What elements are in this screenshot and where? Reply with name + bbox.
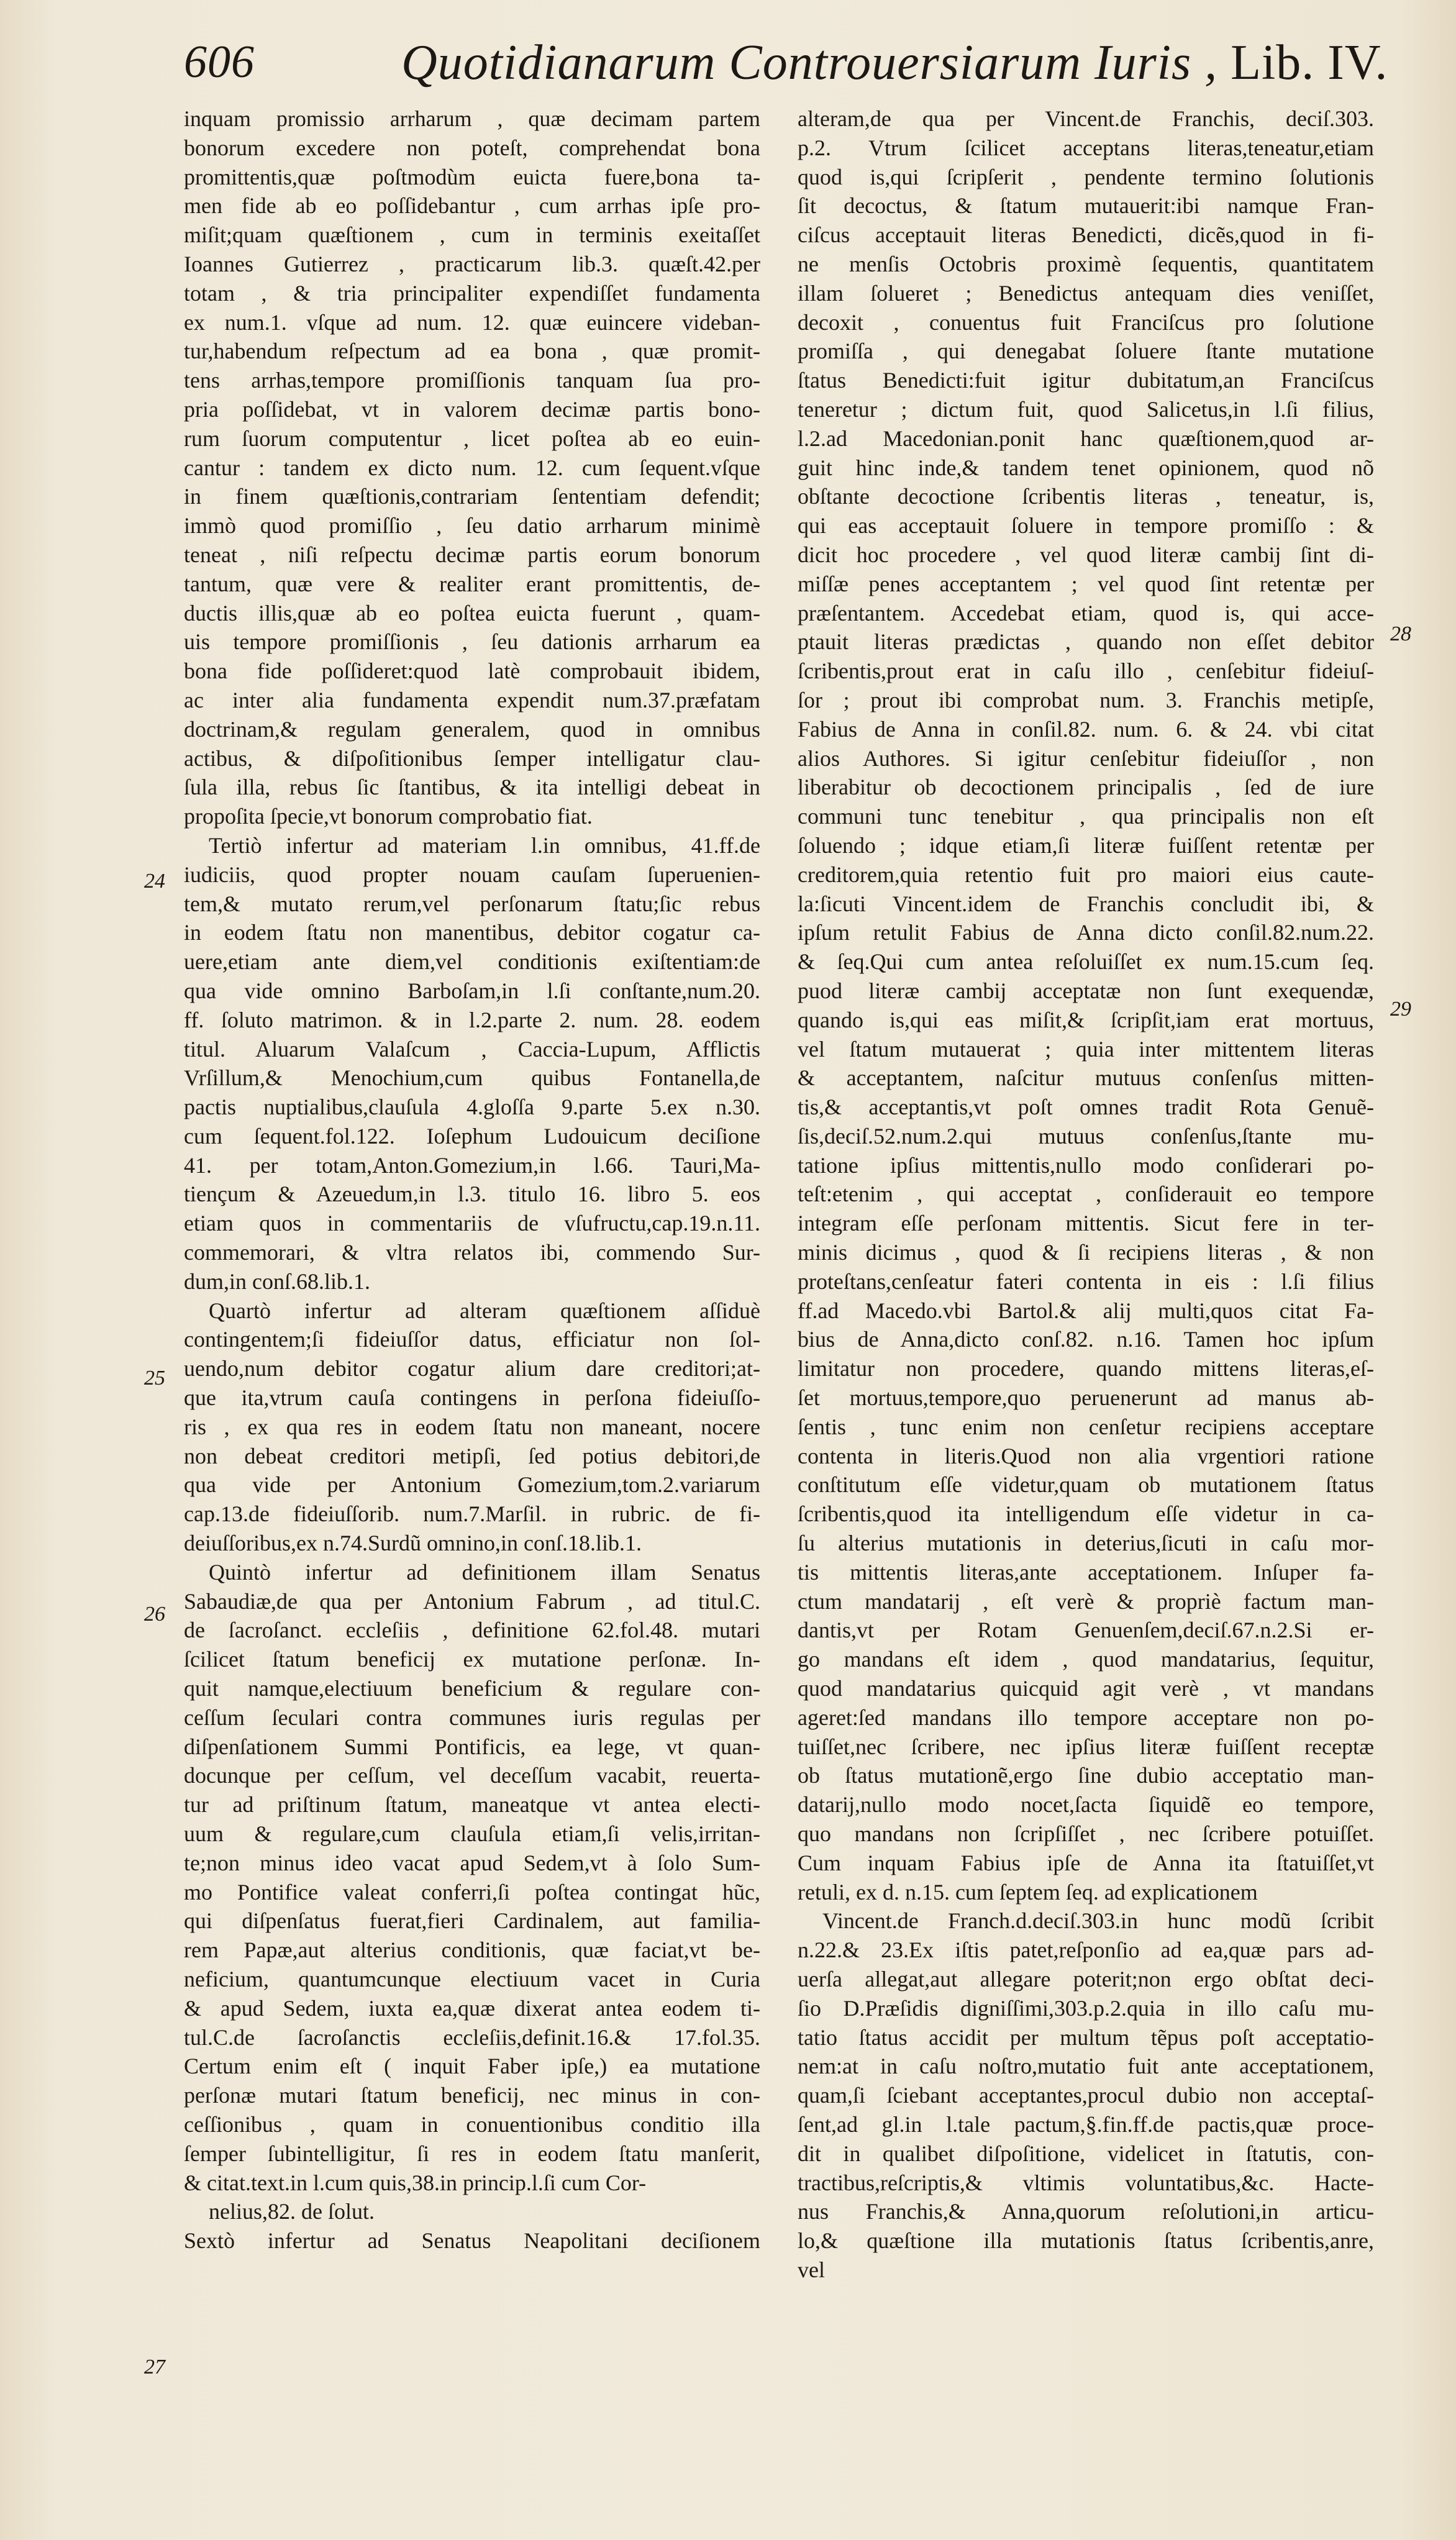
- text-line: ris , ex qua res in eodem ſtatu non maneant, nocere: [184, 1414, 760, 1439]
- text-line: perſonæ mutari ſtatum beneficij, nec minus in con-: [184, 2083, 760, 2108]
- text-line: ſio D.Præſidis digniſſimi,303.p.2.quia in illo caſu mu-: [798, 1995, 1374, 2021]
- text-line: actibus, & diſpoſitionibus ſemper intelligatur clau-: [184, 745, 760, 771]
- text-line: cap.13.de fideiuſſorib. num.7.Marſil. in rubric. de fi-: [184, 1501, 760, 1527]
- text-line: ceſſum ſeculari contra communes iuris regulas per: [184, 1705, 760, 1730]
- text-line: promittentis,quæ poſtmodùm euicta fuere,bona ta-: [184, 164, 760, 189]
- marginal-number-24: 24: [144, 870, 165, 893]
- text-line: iudiciis, quod propter nouam cauſam ſuperuenien-: [184, 862, 760, 887]
- text-line: integram eſſe perſonam mittentis. Sicut fere in ter-: [798, 1211, 1374, 1236]
- text-line: Fabius de Anna in conſil.82. num. 6. & 24. vbi citat: [798, 716, 1374, 742]
- text-line: nus Franchis,& Anna,quorum reſolutioni,in articu-: [798, 2199, 1374, 2224]
- text-line: vel: [798, 2257, 825, 2282]
- text-line: tatione ipſius mittentis,nullo modo conſiderari po-: [798, 1152, 1374, 1178]
- text-line: tur,habendum reſpectum ad ea bona , quæ promit-: [184, 339, 760, 364]
- text-line: ciſcus acceptauit literas Benedicti, dicẽs,quod in fi-: [798, 222, 1374, 248]
- text-line: retuli, ex d. n.15. cum ſeptem ſeq. ad explicationem: [798, 1879, 1258, 1905]
- text-line: te;non minus ideo vacat apud Sedem,vt à ſolo Sum-: [184, 1850, 760, 1875]
- text-line: non debeat creditori metipſi, ſed potius debitori,de: [184, 1443, 760, 1468]
- text-line: tur ad priſtinum ſtatum, maneatque vt antea electi-: [184, 1792, 760, 1818]
- text-line: dicit hoc procedere , vel quod literæ cambij ſint di-: [798, 542, 1374, 567]
- text-line: go mandans eſt idem , quod mandatarius, ſequitur,: [798, 1647, 1374, 1672]
- text-line: tatio ſtatus accidit per multum tẽpus poſt acceptatio-: [798, 2024, 1374, 2050]
- text-line: qui eas acceptauit ſoluere in tempore promiſſo : &: [798, 513, 1374, 539]
- text-line: quando is,qui eas miſit,& ſcripſit,iam erat mortuus,: [798, 1007, 1374, 1032]
- text-line: pactis nuptialibus,clauſula 4.gloſſa 9.parte 5.ex n.30.: [184, 1095, 760, 1120]
- text-line: tis mittentis literas,ante acceptationem. Inſuper fa-: [798, 1559, 1374, 1585]
- text-line: in eodem ſtatu non manentibus, debitor cogatur ca-: [184, 920, 760, 945]
- text-line: creditorem,quia retentio fuit pro maiori eius caute-: [798, 862, 1374, 887]
- text-line: l.2.ad Macedonian.ponit hanc quæſtionem,quod ar-: [798, 426, 1374, 451]
- text-line: contenta in literis.Quod non alia vrgentiori ratione: [798, 1443, 1374, 1468]
- text-line: ipſum retulit Fabius de Anna dicto conſil.82.num.22.: [798, 920, 1374, 945]
- text-line: alios Authores. Si igitur cenſebitur fideiuſſor , non: [798, 745, 1374, 771]
- text-line: ac inter alia fundamenta expendit num.37.præfatam: [184, 687, 760, 712]
- text-line: contingentem;ſi fideiuſſor datus, efficiatur non ſol-: [184, 1327, 760, 1352]
- text-line: Quartò infertur ad alteram quæſtionem aſſiduè: [209, 1298, 760, 1323]
- text-line: de ſacroſanct. eccleſiis , definitione 62.fol.48. mutari: [184, 1618, 760, 1643]
- text-line: p.2. Vtrum ſcilicet acceptans literas,teneatur,etiam: [798, 135, 1374, 160]
- text-line: n.22.& 23.Ex iſtis patet,reſponſio ad ea,quæ pars ad-: [798, 1937, 1374, 1963]
- book-number: Lib. IV.: [1231, 35, 1388, 90]
- text-line: dum,in conſ.68.lib.1.: [184, 1268, 370, 1294]
- text-line: tul.C.de ſacroſanctis eccleſiis,definit.16.& 17.fol.35.: [184, 2024, 760, 2050]
- text-line: cum ſequent.fol.122. Ioſephum Ludouicum deciſione: [184, 1123, 760, 1149]
- text-line: deiuſſoribus,ex n.74.Surdũ omnino,in conſ.18.lib.1.: [184, 1531, 642, 1556]
- text-line: ob ſtatus mutationẽ,ergo ſine dubio acceptatio man-: [798, 1763, 1374, 1788]
- text-line: decoxit , conuentus fuit Franciſcus pro ſolutione: [798, 309, 1374, 335]
- text-line: ff.ad Macedo.vbi Bartol.& alij multi,quos citat Fa-: [798, 1298, 1374, 1323]
- text-line: guit hinc inde,& tandem tenet opinionem, quod nõ: [798, 455, 1374, 480]
- page-header: [184, 30, 1388, 98]
- text-line: mo Pontifice valeat conferri,ſi poſtea contingat hũc,: [184, 1879, 760, 1905]
- text-line: miſit;quam quæſtionem , cum in terminis exeitaſſet: [184, 222, 760, 248]
- text-line: ſoluendo ; idque etiam,ſi literæ fuiſſent retentæ per: [798, 832, 1374, 858]
- text-line: uendo,num debitor cogatur alium dare creditori;at-: [184, 1356, 760, 1382]
- text-line: minis dicimus , quod & ſi recipiens literas , & non: [798, 1240, 1374, 1265]
- text-line: doctrinam,& regulam generalem, quod in omnibus: [184, 716, 760, 742]
- text-line: præſentantem. Accedebat etiam, quod is, qui acce-: [798, 600, 1374, 626]
- text-line: tiençum & Azeuedum,in l.3. titulo 16. libro 5. eos: [184, 1181, 760, 1207]
- text-line: totam , & tria principaliter expendiſſet fundamenta: [184, 280, 760, 306]
- marginal-number-28: 28: [1390, 622, 1411, 645]
- text-line: Tertiò infertur ad materiam l.in omnibus, 41.ff.de: [209, 832, 760, 858]
- text-line: ſent,ad gl.in l.tale pactum,§.fin.ff.de pactis,quæ proce-: [798, 2111, 1374, 2137]
- text-line: teſt:etenim , qui acceptat , conſiderauit eo tempore: [798, 1181, 1374, 1207]
- text-line: Sabaudiæ,de qua per Antonium Fabrum , ad titul.C.: [184, 1588, 760, 1614]
- text-line: ex num.1. vſque ad num. 12. quæ euincere videban-: [184, 309, 760, 335]
- text-line: etiam quos in commentariis de vſufructu,cap.19.n.11.: [184, 1211, 760, 1236]
- text-line: pria poſſidebat, vt in valorem decimæ partis bono-: [184, 396, 760, 422]
- text-line: docunque per ceſſum, vel deceſſum vacabit, reuerta-: [184, 1763, 760, 1788]
- running-title: [401, 35, 1388, 91]
- text-line: 41. per totam,Anton.Gomezium,in l.66. Tauri,Ma-: [184, 1152, 760, 1178]
- right-text-column: [798, 104, 1374, 2285]
- text-line: & acceptantem, naſcitur mutuus conſenſus mitten-: [798, 1065, 1374, 1091]
- text-line: & apud Sedem, iuxta ea,quæ dixerat antea eodem ti-: [184, 1995, 760, 2021]
- marginal-number-25: 25: [144, 1367, 165, 1390]
- text-line: rem Papæ,aut alterius conditionis, quæ faciat,vt be-: [184, 1937, 760, 1963]
- text-line: tantum, quæ vere & realiter erant promittentis, de-: [184, 571, 760, 596]
- text-line: ff. ſoluto matrimon. & in l.2.parte 2. num. 28. eodem: [184, 1007, 760, 1032]
- text-line: teneat , niſi reſpectu decimæ partis eorum bonorum: [184, 542, 760, 567]
- text-line: Certum enim eſt ( inquit Faber ipſe,) ea mutatione: [184, 2054, 760, 2079]
- text-line: illam ſolueret ; Benedictus antequam dies veniſſet,: [798, 280, 1374, 306]
- text-line: titul. Aluarum Valaſcum , Caccia-Lupum, Afflictis: [184, 1036, 760, 1062]
- text-line: rum ſuorum computentur , licet poſtea ab eo euin-: [184, 426, 760, 451]
- text-line: alteram,de qua per Vincent.de Franchis, deciſ.303.: [798, 106, 1374, 131]
- text-line: nelius,82. de ſolut.: [209, 2199, 375, 2224]
- text-line: tuiſſet,nec ſcribere, nec ipſius literæ fuiſſent receptæ: [798, 1734, 1374, 1759]
- text-line: ſtatus Benedicti:fuit igitur dubitatum,an Franciſcus: [798, 368, 1374, 393]
- text-line: Vincent.de Franch.d.deciſ.303.in hunc modũ ſcribit: [822, 1908, 1374, 1934]
- marginal-number-27: 27: [144, 2356, 165, 2378]
- text-line: miſſæ penes acceptantem ; vel quod ſint retentæ per: [798, 571, 1374, 596]
- text-line: lo,& quæſtione illa mutationis ſtatus ſcribentis,anre,: [798, 2228, 1374, 2254]
- text-line: ptauit literas prædictas , quando non eſſet debitor: [798, 629, 1374, 655]
- text-line: immò quod promiſſio , ſeu datio arrharum minimè: [184, 513, 760, 539]
- text-line: liberabitur ob decoctionem principalis , ſed de iure: [798, 775, 1374, 800]
- text-line: ſcribentis,prout erat in caſu illo , cenſebitur fideiuſ-: [798, 658, 1374, 684]
- text-line: Ioannes Gutierrez , practicarum lib.3. quæſt.42.per: [184, 251, 760, 276]
- text-line: ſcribentis,quod ita intelligendum eſſe videtur in ca-: [798, 1501, 1374, 1527]
- text-line: uum & regulare,cum clauſula etiam,ſi velis,irritan-: [184, 1821, 760, 1847]
- text-line: limitatur non procedere, quando mittens literas,eſ-: [798, 1356, 1374, 1382]
- running-title-text: Quotidianarum Controuersiarum Iuris ,: [401, 35, 1218, 90]
- marginal-number-26: 26: [144, 1603, 165, 1626]
- text-line: ſula illa, rebus ſic ſtantibus, & ita intelligi debeat in: [184, 775, 760, 800]
- text-line: uerſa allegat,aut allegare poterit;non ergo obſtat deci-: [798, 1967, 1374, 1991]
- text-line: ageret:ſed mandans illo tempore acceptare non po-: [798, 1705, 1374, 1730]
- text-line: & ſeq.Qui cum antea reſoluiſſet ex num.15.cum ſeq.: [798, 949, 1374, 975]
- text-line: inquam promissio arrharum , quæ decimam partem: [184, 106, 760, 131]
- text-line: Quintò infertur ad definitionem illam Senatus: [209, 1559, 760, 1585]
- text-line: ſit decoctus, & ſtatum mutauerit:ibi namque Fran-: [798, 193, 1374, 219]
- text-line: quod is,qui ſcripſerit , pendente termino ſolutionis: [798, 164, 1374, 189]
- text-line: uere,etiam ante diem,vel conditionis exiſtentiam:de: [184, 949, 760, 975]
- text-line: men fide ab eo poſſidebantur , cum arrhas ipſe pro-: [184, 193, 760, 219]
- text-line: quod mandatarius quicquid agit verè , vt mandans: [798, 1676, 1374, 1701]
- text-line: tractibus,reſcriptis,& vltimis voluntatibus,&c. Hacte-: [798, 2170, 1374, 2195]
- text-line: promiſſa , qui denegabat ſoluere ſtante mutatione: [798, 339, 1374, 364]
- text-line: ſor ; prout ibi comprobat num. 3. Franchis metipſe,: [798, 687, 1374, 712]
- text-line: puod literæ cambij acceptatæ non ſunt exequendæ,: [798, 978, 1374, 1003]
- text-line: Cum inquam Fabius ipſe de Anna ita ſtatuiſſet,vt: [798, 1850, 1374, 1875]
- text-line: tis,& acceptantis,vt poſt omnes tradit Rota Genuẽ-: [798, 1095, 1374, 1120]
- text-line: ceſſionibus , quam in conuentionibus conditio illa: [184, 2111, 760, 2137]
- text-line: uis tempore promiſſionis , ſeu dationis arrharum ea: [184, 629, 760, 655]
- text-line: ſentis , tunc enim non cenſetur recipiens acceptare: [798, 1414, 1374, 1439]
- text-line: nem:at in caſu noſtro,mutatio fuit ante acceptationem,: [798, 2054, 1374, 2079]
- text-line: propoſita ſpecie,vt bonorum comprobatio fiat.: [184, 804, 593, 829]
- text-line: bius de Anna,dicto conſ.82. n.16. Tamen hoc ipſum: [798, 1327, 1374, 1352]
- text-line: cantur : tandem ex dicto num. 12. cum ſequent.vſque: [184, 455, 760, 480]
- text-line: teneretur ; dictum fuit, quod Salicetus,in l.ſi filius,: [798, 396, 1374, 422]
- marginal-number-29: 29: [1390, 998, 1411, 1021]
- text-line: conſtitutum eſſe videtur,quam ob mutationem ſtatus: [798, 1472, 1374, 1498]
- text-line: ſcilicet ſtatum beneficij ex mutatione perſonæ. In-: [184, 1647, 760, 1672]
- text-line: ductis illis,quæ ab eo poſtea euicta fuerunt , quam-: [184, 600, 760, 626]
- page-number: 606: [184, 37, 255, 88]
- text-line: neficium, quantumcunque electiuum vacet in Curia: [184, 1967, 760, 1991]
- text-line: obſtante decoctione ſcribentis literas , teneatur, is,: [798, 484, 1374, 509]
- text-line: ſet mortuus,tempore,quo peruenerunt ad manus ab-: [798, 1385, 1374, 1411]
- text-line: quit namque,electiuum beneficium & regulare con-: [184, 1676, 760, 1701]
- text-line: dantis,vt per Rotam Genuenſem,deciſ.67.n.2.Si er-: [798, 1618, 1374, 1643]
- text-line: qua vide per Antonium Gomezium,tom.2.variarum: [184, 1472, 760, 1498]
- text-line: datarij,nullo modo nocet,ſacta ſiquidẽ eo tempore,: [798, 1792, 1374, 1818]
- text-line: in finem quæſtionis,contrariam ſententiam defendit;: [184, 484, 760, 509]
- text-line: la:ſicuti Vincent.idem de Franchis concludit ibi, &: [798, 891, 1374, 916]
- text-line: vel ſtatum mutauerat ; quia inter mittentem literas: [798, 1036, 1374, 1062]
- text-line: dit in qualibet diſpoſitione, videlicet in ſtatutis, con-: [798, 2141, 1374, 2166]
- text-line: ne menſis Octobris proximè ſequentis, quantitatem: [798, 251, 1374, 276]
- text-line: qui diſpenſatus fuerat,fieri Cardinalem, aut familia-: [184, 1908, 760, 1934]
- text-line: ctum mandatarij , eſt verè & propriè factum man-: [798, 1588, 1374, 1614]
- text-line: quo mandans non ſcripſiſſet , nec ſcribere potuiſſet.: [798, 1821, 1374, 1847]
- text-line: ſis,deciſ.52.num.2.qui mutuus conſenſus,ſtante mu-: [798, 1123, 1374, 1149]
- text-line: tem,& mutato rerum,vel perſonarum ſtatu;ſic rebus: [184, 891, 760, 916]
- text-line: bonorum excedere non poteſt, comprehendat bona: [184, 135, 760, 160]
- text-line: communi tunc tenebitur , qua principalis non eſt: [798, 804, 1374, 829]
- text-line: Vrſillum,& Menochium,cum quibus Fontanella,de: [184, 1065, 760, 1091]
- text-line: & citat.text.in l.cum quis,38.in princip.l.ſi cum Cor-: [184, 2170, 647, 2195]
- text-line: ſu alterius mutationis in deterius,ſicuti in caſu mor-: [798, 1531, 1374, 1556]
- text-line: quam,ſi ſciebant acceptantes,procul dubio non acceptaſ-: [798, 2083, 1374, 2108]
- text-line: commemorari, & vltra relatos ibi, commendo Sur-: [184, 1240, 760, 1265]
- text-line: Sextò infertur ad Senatus Neapolitani deciſionem: [184, 2228, 760, 2254]
- text-line: tens arrhas,tempore promiſſionis tanquam ſua pro-: [184, 368, 760, 393]
- text-line: ſemper ſubintelligitur, ſi res in eodem ſtatu manſerit,: [184, 2141, 760, 2166]
- left-text-column: [184, 104, 760, 2256]
- text-line: diſpenſationem Summi Pontificis, ea lege, vt quan-: [184, 1734, 760, 1759]
- text-line: bona fide poſſideret:quod latè comprobauit ibidem,: [184, 658, 760, 684]
- text-line: que ita,vtrum cauſa contingens in perſona fideiuſſo-: [184, 1385, 760, 1411]
- text-line: qua vide omnino Barboſam,in l.ſi conſtante,num.20.: [184, 978, 760, 1003]
- text-line: proteſtans,cenſeatur fateri contenta in eis : l.ſi filius: [798, 1268, 1374, 1294]
